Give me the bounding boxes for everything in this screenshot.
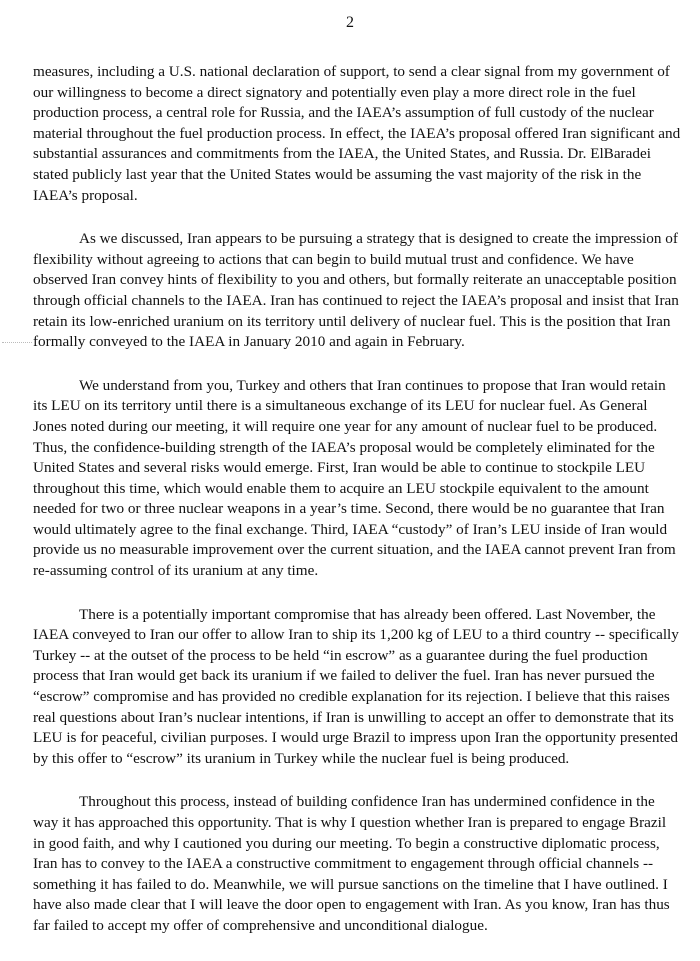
paragraph-escrow-compromise: There is a potentially important compromise that has already been offered. Last November, the IAEA conveyed to Iran our offer to allow Iran to ship its 1,200 kg of LEU to a third country -- specifically Turkey -- at the outset of the process to be held “in escrow” as a guarantee during the fuel production process that Iran would get back its uranium if we failed to deliver the fuel. Iran has never pursued the “escrow” compromise and has provided no credible explanation for its rejection. I believe that this raises real questions about Iran’s nuclear intentions, if Iran is unwilling to accept an offer to demonstrate that its LEU is for peaceful, civilian purposes. I would urge Brazil to impress upon Iran the opportunity presented by this offer to “escrow” its uranium in Turkey while the nuclear fuel is being produced.	[33, 605, 679, 767]
page-number: 2	[346, 14, 354, 31]
letter-body	[33, 62, 681, 960]
paragraph-iran-strategy: As we discussed, Iran appears to be pursuing a strategy that is designed to create the impression of flexibility without agreeing to actions that can begin to build mutual trust and confidence. We have observed Iran convey hints of flexibility to you and others, but formally reiterate an unacceptable position through official channels to the IAEA. Iran has continued to reject the IAEA’s proposal and insist that Iran retain its low-enriched uranium on its territory until delivery of nuclear fuel. This is the position that Iran formally conveyed to the IAEA in January 2010 and again in February.	[33, 230, 679, 351]
scan-artifact	[2, 342, 32, 344]
paragraph-continuation: measures, including a U.S. national declaration of support, to send a clear signal from my government of our willingness to become a direct signatory and potentially even play a more direct role in the fuel production process, a central role for Russia, and the IAEA’s assumption of full custody of the nuclear material throughout the fuel production process. In effect, the IAEA’s proposal offered Iran significant and substantial assurances and commitments from the IAEA, the United States, and Russia. Dr. ElBaradei stated publicly last year that the United States would be assuming the vast majority of the risk in the IAEA’s proposal.	[33, 63, 681, 204]
paragraph-leu-exchange: We understand from you, Turkey and others that Iran continues to propose that Iran would retain its LEU on its territory until there is a simultaneous exchange of its LEU for nuclear fuel. As General Jones noted during our meeting, it will require one year for any amount of nuclear fuel to be produced. Thus, the confidence-building strength of the IAEA’s proposal would be completely eliminated for the United States and several risks would emerge. First, Iran would be able to continue to stockpile LEU throughout this time, which would enable them to acquire an LEU stockpile equivalent to the amount needed for two or three nuclear weapons in a year’s time. Second, there would be no guarantee that Iran would ultimately agree to the final exchange. Third, IAEA “custody” of Iran’s LEU inside of Iran would provide us no measurable improvement over the current situation, and the IAEA cannot prevent Iran from re-assuming control of its uranium at any time.	[33, 376, 676, 580]
paragraph-undermined-confidence: Throughout this process, instead of building confidence Iran has undermined confidence in the way it has approached this opportunity. That is why I question whether Iran is prepared to engage Brazil in good faith, and why I cautioned you during our meeting. To begin a constructive diplomatic process, Iran has to convey to the IAEA a constructive commitment to engagement through official channels -- something it has failed to do. Meanwhile, we will pursue sanctions on the timeline that I have outlined. I have also made clear that I will leave the door open to engagement with Iran. As you know, Iran has thus far failed to accept my offer of comprehensive and unconditional dialogue.	[33, 793, 670, 934]
